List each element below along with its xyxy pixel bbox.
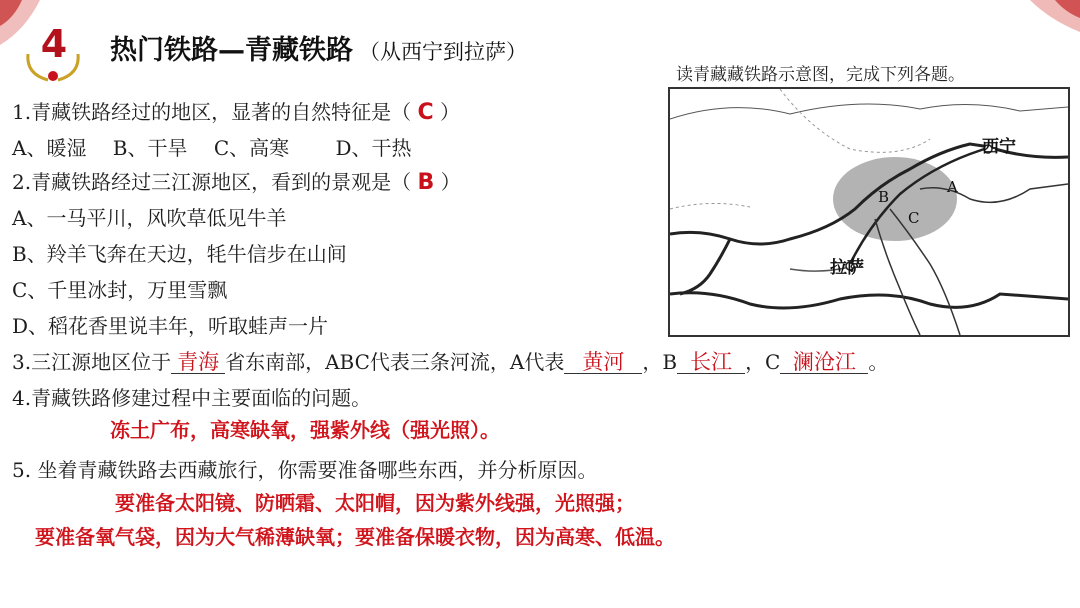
question-3 [12, 346, 888, 375]
question-5-answer-line-1: 要准备太阳镜、防晒霜、太阳帽，因为紫外线强，光照强； [115, 491, 635, 515]
question-1-close: ） [439, 100, 460, 124]
question-2-text: 2.青藏铁路经过三江源地区，看到的景观是（ [12, 170, 412, 194]
section-number: 4 [40, 22, 68, 66]
question-2 [12, 166, 461, 195]
question-2-answer: B [417, 170, 435, 195]
map-label-a: A [947, 178, 958, 196]
question-3-blank-a: 黄河 [564, 351, 642, 374]
question-3-blank-b: 长江 [677, 351, 745, 374]
question-2-close: ） [440, 170, 461, 194]
map-label-xining: 西宁 [982, 137, 1016, 157]
title-main: 热门铁路—青藏铁路 [110, 35, 353, 66]
map-label-b: B [878, 188, 890, 206]
question-3-blank-c: 澜沧江 [780, 351, 868, 374]
question-3-blank-province: 青海 [171, 351, 225, 374]
question-4-text: 4.青藏铁路修建过程中主要面临的问题。 [12, 386, 372, 410]
title-subtitle: （从西宁到拉萨） [359, 40, 527, 64]
question-3-mid-3: ，C [745, 350, 781, 374]
question-3-mid-1: 省东南部，ABC代表三条河流，A代表 [225, 350, 565, 374]
question-3-end: 。 [868, 350, 889, 374]
question-2-option-c: C、千里冰封，万里雪飘 [12, 278, 228, 302]
question-4-answer: 冻土广布，高寒缺氧，强紫外线（强光照）。 [110, 418, 500, 442]
map-label-lhasa: 拉萨 [830, 258, 864, 278]
question-1 [12, 96, 460, 125]
railway-map [668, 87, 1070, 337]
question-2-option-a: A、一马平川，风吹草低见牛羊 [12, 206, 287, 230]
question-1-text: 1.青藏铁路经过的地区，显著的自然特征是（ [12, 100, 412, 124]
question-3-mid-2: ，B [642, 350, 678, 374]
question-1-options: A、暖湿 B、干旱 C、高寒 D、干热 [12, 136, 412, 160]
map-label-c: C [908, 209, 920, 227]
map-caption: 读青藏藏铁路示意图，完成下列各题。 [676, 65, 965, 85]
question-5-answer-line-2: 要准备氧气袋，因为大气稀薄缺氧；要准备保暖衣物，因为高寒、低温。 [35, 525, 675, 549]
railway-map-drawing [670, 89, 1068, 335]
question-2-option-b: B、羚羊飞奔在天边，牦牛信步在山间 [12, 242, 347, 266]
page-title [110, 28, 527, 67]
question-2-option-d: D、稻花香里说丰年，听取蛙声一片 [12, 314, 329, 338]
corner-decoration-right [1010, 0, 1080, 50]
question-3-prefix: 3.三江源地区位于 [12, 350, 172, 374]
question-1-answer: C [417, 100, 434, 125]
question-5-text: 5. 坐着青藏铁路去西藏旅行，你需要准备哪些东西，并分析原因。 [12, 458, 598, 482]
